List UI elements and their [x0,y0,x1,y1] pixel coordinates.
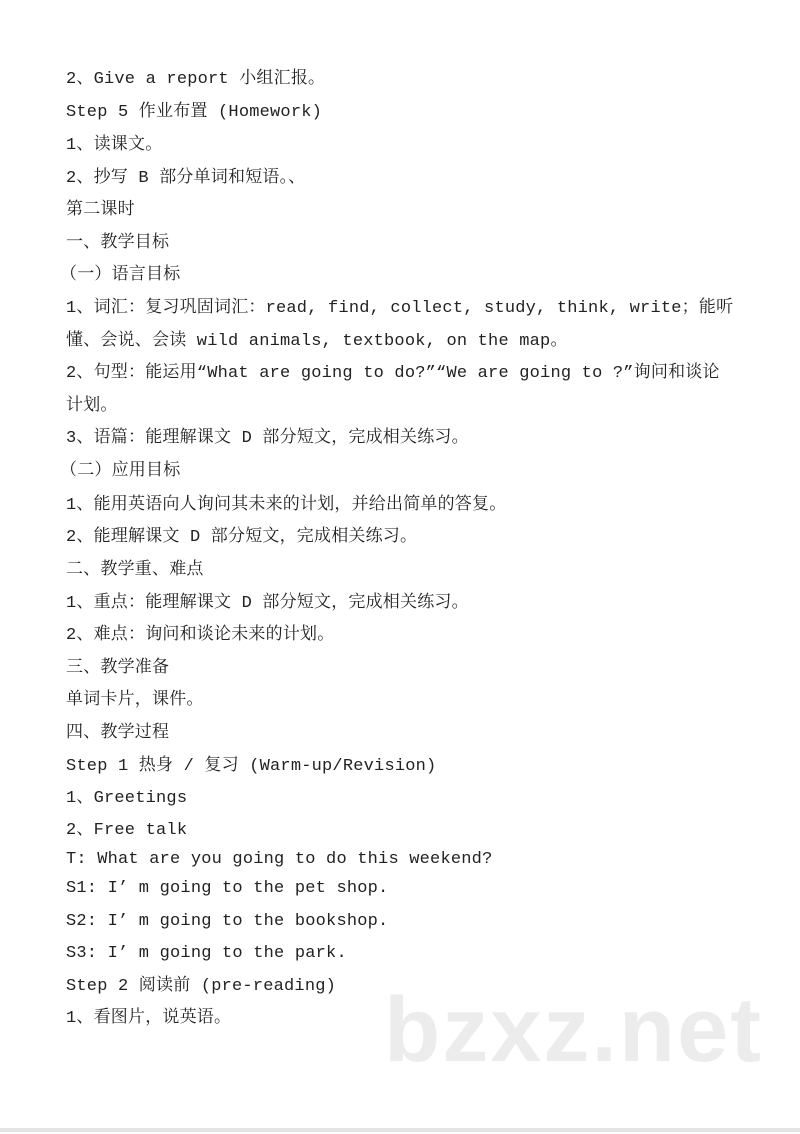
text-line: T: What are you going to do this weekend? [66,850,493,869]
text-line: Step 1 热身 / 复习 (Warm-up/Revision) [66,757,437,776]
text-line: 1、读课文。 [66,136,163,155]
text-line: S2: I’ m going to the bookshop. [66,912,389,931]
text-line: Step 2 阅读前 (pre-reading) [66,977,337,996]
text-line: 1、看图片，说英语。 [66,1009,232,1028]
heading-subsection: （二）应用目标 [60,462,181,481]
text-line: 懂、会说、会读 wild animals, textbook, on the map。 [66,332,568,351]
text-line: 2、Free talk [66,821,188,840]
text-line: 1、能用英语向人询问其未来的计划，并给出简单的答复。 [66,496,507,515]
text-line: Step 5 作业布置 (Homework) [66,103,323,122]
heading-section: 四、教学过程 [66,724,170,743]
heading-section: 三、教学准备 [66,659,170,678]
text-line: 1、词汇：复习巩固词汇：read, find, collect, study, think, write；能听 [66,299,734,318]
text-line: 3、语篇：能理解课文 D 部分短文，完成相关练习。 [66,429,469,448]
text-line: 计划。 [66,397,118,416]
text-line: 2、句型：能运用“What are going to do?”“We are going to ?”询问和谈论 [66,364,720,383]
text-line: 1、重点：能理解课文 D 部分短文，完成相关练习。 [66,594,469,613]
text-line: 2、能理解课文 D 部分短文，完成相关练习。 [66,528,418,547]
text-line: 2、Give a report 小组汇报。 [66,70,326,89]
text-line: S3: I’ m going to the park. [66,944,347,963]
heading-section: 一、教学目标 [66,234,170,253]
heading-lesson: 第二课时 [66,201,135,220]
text-line: S1: I’ m going to the pet shop. [66,879,389,898]
watermark: bzxz.net [384,979,763,1081]
text-line: 单词卡片，课件。 [66,691,204,710]
text-line: 2、抄写 B 部分单词和短语。、 [66,169,306,188]
text-line: 2、难点：询问和谈论未来的计划。 [66,626,335,645]
text-line: 1、Greetings [66,789,188,808]
heading-subsection: （一）语言目标 [60,266,181,285]
heading-section: 二、教学重、难点 [66,561,204,580]
